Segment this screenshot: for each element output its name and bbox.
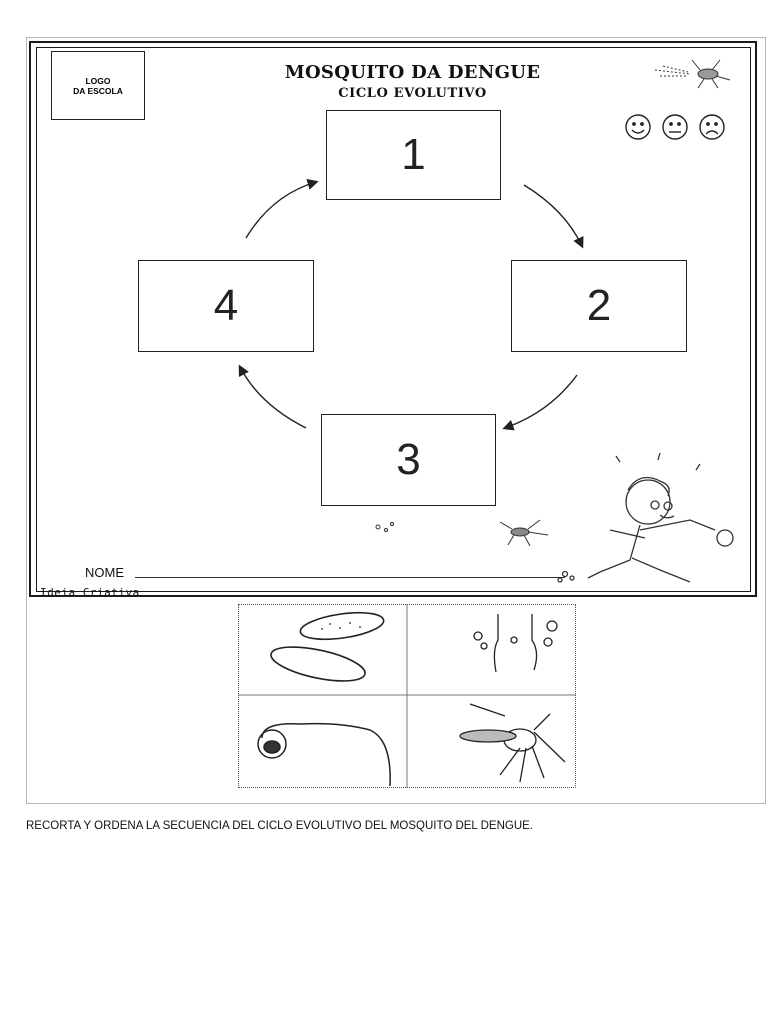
mosquito-corner-icon bbox=[655, 60, 730, 88]
name-write-line bbox=[135, 577, 565, 578]
running-boy-illustration bbox=[558, 453, 733, 582]
cycle-arrow-2-to-3 bbox=[505, 375, 577, 428]
cycle-arrow-4-to-1 bbox=[246, 182, 316, 238]
smile-face-icon bbox=[626, 115, 650, 139]
stage-box-2: 2 bbox=[511, 260, 687, 352]
cycle-arrow-1-to-2 bbox=[524, 185, 582, 246]
stage-box-1: 1 bbox=[326, 110, 501, 200]
sad-face-icon bbox=[700, 115, 724, 139]
name-label: NOME bbox=[85, 565, 124, 580]
stage-box-3: 3 bbox=[321, 414, 496, 506]
brand-label: Ideia Criativa bbox=[40, 586, 140, 599]
logo-text-line2: DA ESCOLA bbox=[73, 86, 123, 96]
cycle-arrow-3-to-4 bbox=[240, 367, 306, 428]
cutout-images-panel bbox=[238, 604, 576, 788]
worksheet-subtitle: CICLO EVOLUTIVO bbox=[338, 86, 487, 101]
logo-text-line1: LOGO bbox=[85, 76, 111, 86]
instructions-text: RECORTA Y ORDENA LA SECUENCIA DEL CICLO EVOLUTIVO DEL MOSQUITO DEL DENGUE. bbox=[26, 820, 533, 832]
small-mosquito-icon bbox=[376, 520, 548, 546]
worksheet-title: MOSQUITO DA DENGUE bbox=[284, 62, 541, 83]
neutral-face-icon bbox=[663, 115, 687, 139]
stage-box-4: 4 bbox=[138, 260, 314, 352]
